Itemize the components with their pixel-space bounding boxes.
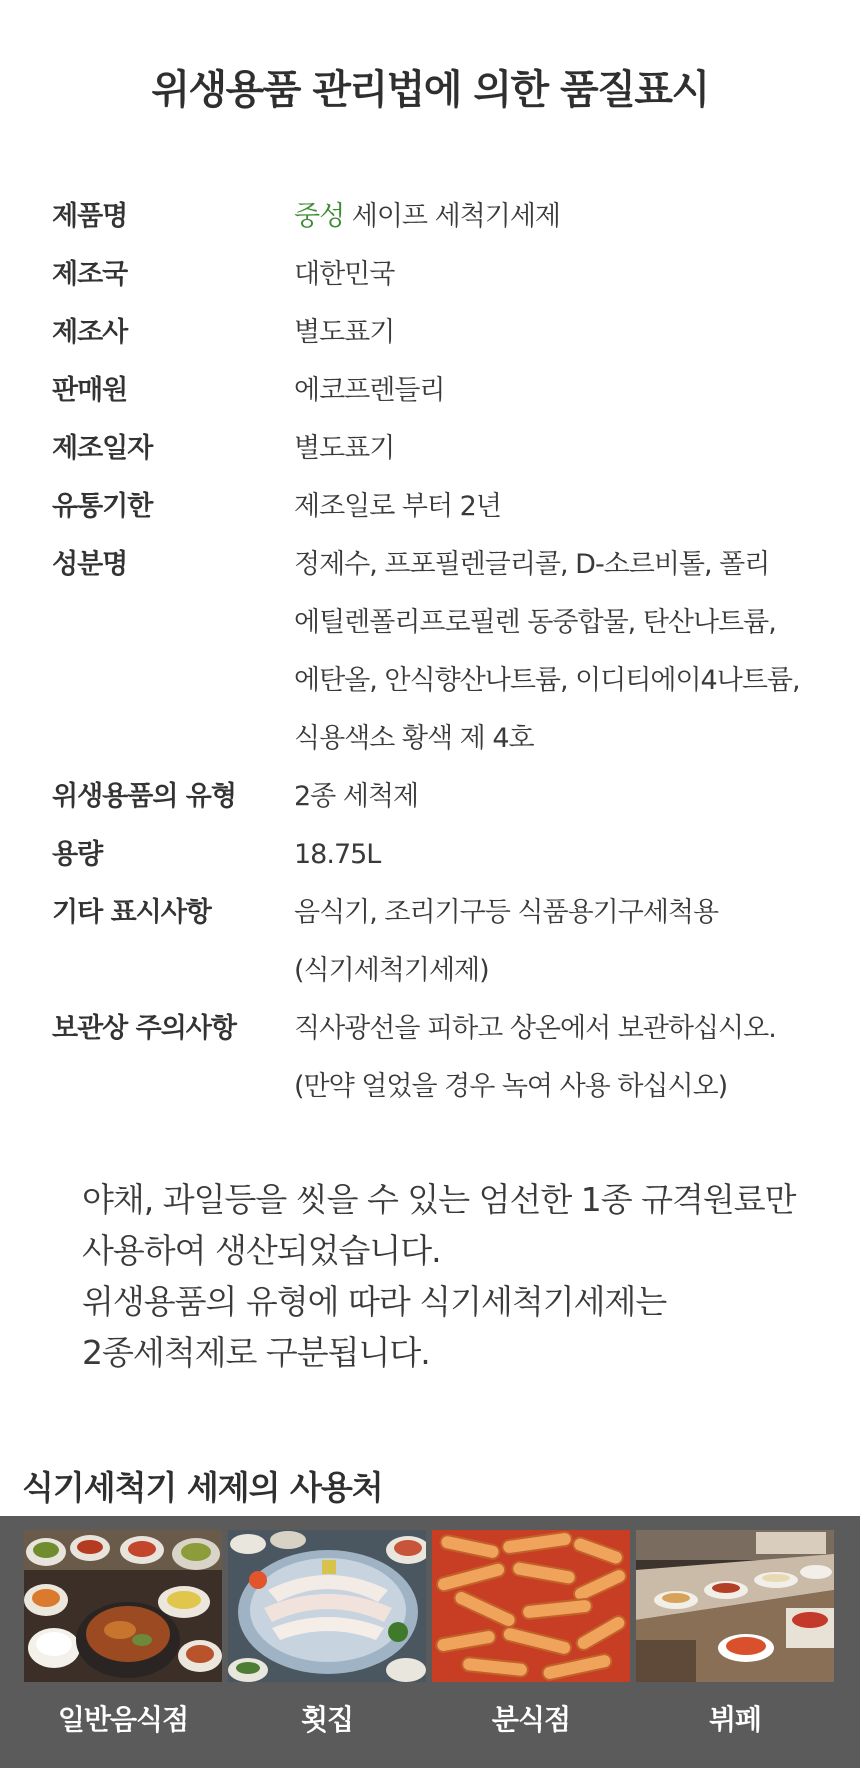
spec-value-text: 정제수, 프포필렌글리콜, D-소르비톨, 폴리 xyxy=(294,549,770,580)
notice-line: 위생용품의 유형에 따라 식기세척기세제는 xyxy=(82,1282,667,1321)
sashimi-platter-photo xyxy=(228,1530,426,1682)
spec-value-text: 별도표기 xyxy=(294,433,395,464)
spec-value-text: 에탄올, 안식향산나트륨, 이디티에이4나트륨, xyxy=(294,665,800,696)
spec-value-text: 세이프 세척기세제 xyxy=(344,201,560,232)
spec-value xyxy=(294,478,842,536)
spec-row-seller xyxy=(52,362,842,420)
spec-value-text: 음식기, 조리기구등 식품용기구세척용 xyxy=(294,897,719,928)
spec-row-manufacture-date xyxy=(52,420,842,478)
place-label: 횟집 xyxy=(300,1703,354,1736)
spec-label: 제조사 xyxy=(52,317,128,348)
tteokbokki-photo xyxy=(432,1530,630,1682)
quality-spec-table xyxy=(52,188,842,1116)
notice-line: 야채, 과일등을 씻을 수 있는 엄선한 1종 규격원료만 xyxy=(82,1180,796,1219)
spec-label: 제조국 xyxy=(52,259,128,290)
usage-section-title: 식기세척기 세제의 사용처 xyxy=(22,1468,383,1507)
spec-label: 유통기한 xyxy=(52,491,153,522)
spec-value xyxy=(294,884,842,1000)
spec-row-ingredients xyxy=(52,536,842,768)
spec-row-product-name xyxy=(52,188,842,246)
spec-row-expiry xyxy=(52,478,842,536)
spec-label: 판매원 xyxy=(52,375,128,406)
spec-value-text: 에틸렌폴리프로필렌 동중합물, 탄산나트륨, xyxy=(294,607,776,638)
spec-value xyxy=(294,768,842,826)
spec-row-manufacturer xyxy=(52,304,842,362)
spec-row-type xyxy=(52,768,842,826)
spec-value-text: 별도표기 xyxy=(294,317,395,348)
spec-label: 제조일자 xyxy=(52,433,153,464)
spec-value-text: 대한민국 xyxy=(294,259,395,290)
spec-label: 위생용품의 유형 xyxy=(52,781,236,812)
spec-row-volume xyxy=(52,826,842,884)
spec-value-text: 2종 세척제 xyxy=(294,781,419,812)
spec-value-text: 18.75L xyxy=(294,839,381,870)
spec-row-country xyxy=(52,246,842,304)
spec-value xyxy=(294,362,842,420)
spec-value xyxy=(294,188,842,246)
place-label: 일반음식점 xyxy=(57,1703,189,1736)
product-highlight-word: 중성 xyxy=(294,201,345,232)
spec-value-text: (만약 얼었을 경우 녹여 사용 하십시오) xyxy=(294,1071,728,1102)
spec-value-text: 에코프렌들리 xyxy=(294,375,445,406)
spec-label: 용량 xyxy=(52,839,103,870)
spec-label: 기타 표시사항 xyxy=(52,897,211,928)
place-label: 뷔페 xyxy=(708,1703,762,1736)
spec-row-storage xyxy=(52,1000,842,1116)
notice-paragraph xyxy=(82,1174,822,1378)
usage-places-band xyxy=(0,1516,860,1768)
spec-value-text: 식용색소 황색 제 4호 xyxy=(294,723,534,754)
spec-value xyxy=(294,536,842,768)
buffet-counter-photo xyxy=(636,1530,834,1682)
notice-line: 사용하여 생산되었습니다. xyxy=(82,1231,441,1270)
spec-value xyxy=(294,246,842,304)
spec-value-text: 제조일로 부터 2년 xyxy=(294,491,501,522)
place-label: 분식점 xyxy=(491,1703,571,1736)
spec-value-text: (식기세척기세제) xyxy=(294,955,489,986)
spec-value xyxy=(294,304,842,362)
spec-label: 제품명 xyxy=(52,201,128,232)
spec-value-text: 직사광선을 피하고 상온에서 보관하십시오. xyxy=(294,1013,776,1044)
korean-restaurant-photo xyxy=(24,1530,222,1682)
spec-label: 보관상 주의사항 xyxy=(52,1013,236,1044)
spec-value xyxy=(294,826,842,884)
spec-value xyxy=(294,420,842,478)
spec-label: 성분명 xyxy=(52,549,128,580)
notice-line: 2종세척제로 구분됩니다. xyxy=(82,1333,430,1372)
spec-value xyxy=(294,1000,842,1116)
spec-row-other xyxy=(52,884,842,1000)
page-title: 위생용품 관리법에 의한 품질표시 xyxy=(151,67,709,113)
